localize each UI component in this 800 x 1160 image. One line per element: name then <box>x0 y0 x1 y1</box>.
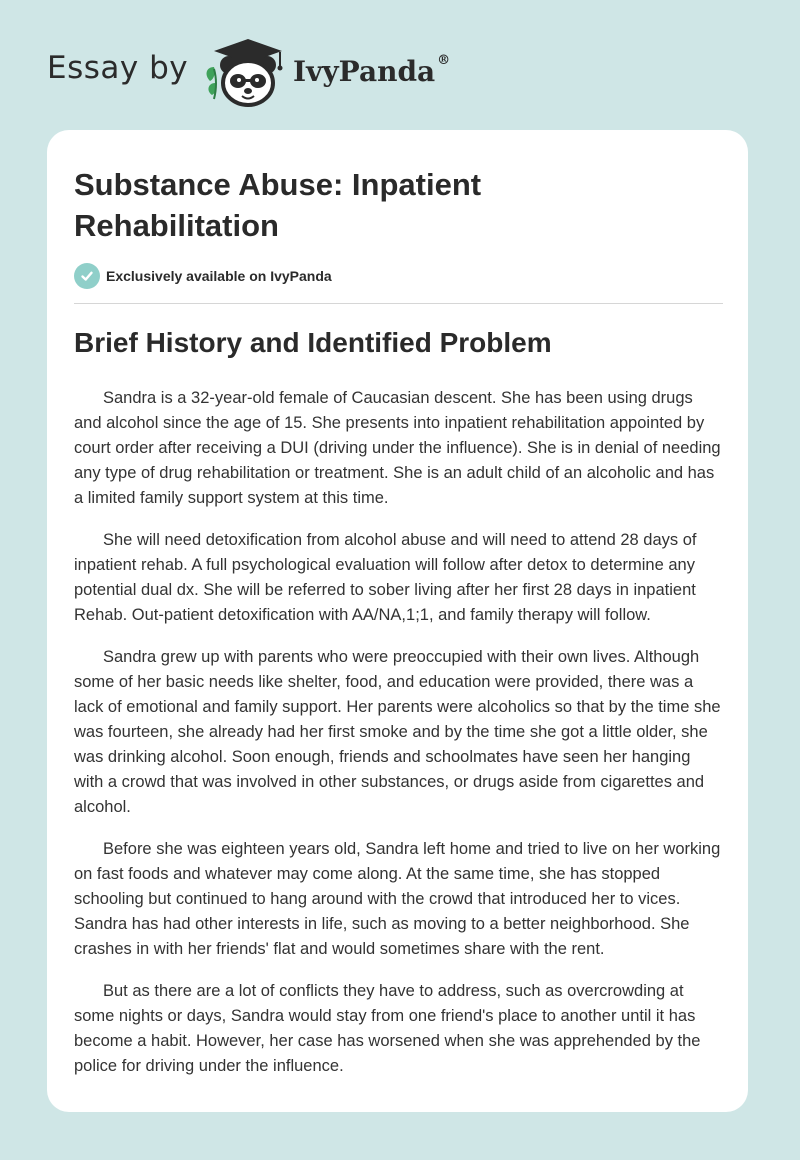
checkmark-glyph <box>80 269 94 283</box>
site-header <box>47 30 547 110</box>
paragraph: But as there are a lot of conflicts they have to address, such as overcrowding at some nights or days, Sandra would stay from one friend's place to another until it has become a habit. However, her case has worsened when she was apprehended by the police for driving under the influence. <box>74 982 701 1075</box>
brand-text: IvyPanda <box>293 55 436 88</box>
divider <box>74 303 723 304</box>
article-body <box>74 386 724 1096</box>
article-card <box>47 130 748 1112</box>
panda-graduation-logo-icon[interactable] <box>202 33 288 109</box>
exclusive-badge <box>74 263 332 289</box>
brand-name[interactable] <box>293 55 450 88</box>
essay-by-label: Essay by <box>47 50 189 86</box>
paragraph: Before she was eighteen years old, Sandra left home and tried to live on her working on fast foods and whatever may come along. At the same time, she has stopped schooling but continued to hang around with the crowd that introduced her to vices. Sandra has had other interests in life, such as moving to a better neighborhood. She crashes in with her friends' flat and would sometimes share with the rent. <box>74 840 721 958</box>
paragraph: Sandra grew up with parents who were preoccupied with their own lives. Although some of her basic needs like shelter, food, and education were provided, there was a lack of emotional and family support. Her parents were alcoholics so that by the time she was fourteen, she already had her first smoke and by the time she got a little older, she was drinking alcohol. Soon enough, friends and schoolmates have seen her hanging with a crowd that was involved in other substances, or drugs aside from cigarettes and alcohol. <box>74 648 721 816</box>
paragraph: Sandra is a 32-year-old female of Caucasian descent. She has been using drugs and alcohol since the age of 15. She presents into inpatient rehabilitation appointed by court order after receiving a DUI (driving under the influence). She is in denial of needing any type of drug rehabilitation or treatment. She is an adult child of an alcoholic and has a limited family support system at this time. <box>74 389 721 507</box>
registered-mark: ® <box>437 53 451 68</box>
checkmark-icon <box>74 263 100 289</box>
section-heading: Brief History and Identified Problem <box>74 327 552 358</box>
exclusive-badge-label: Exclusively available on IvyPanda <box>106 268 332 284</box>
page-title: Substance Abuse: Inpatient Rehabilitation <box>74 167 482 243</box>
paragraph: She will need detoxification from alcohol abuse and will need to attend 28 days of inpatient rehab. A full psychological evaluation will follow after detox to determine any potential dual dx. She will be referred to sober living after her first 28 days in inpatient Rehab. Out-patient detoxification with AA/NA,1;1, and family therapy will follow. <box>74 531 697 624</box>
